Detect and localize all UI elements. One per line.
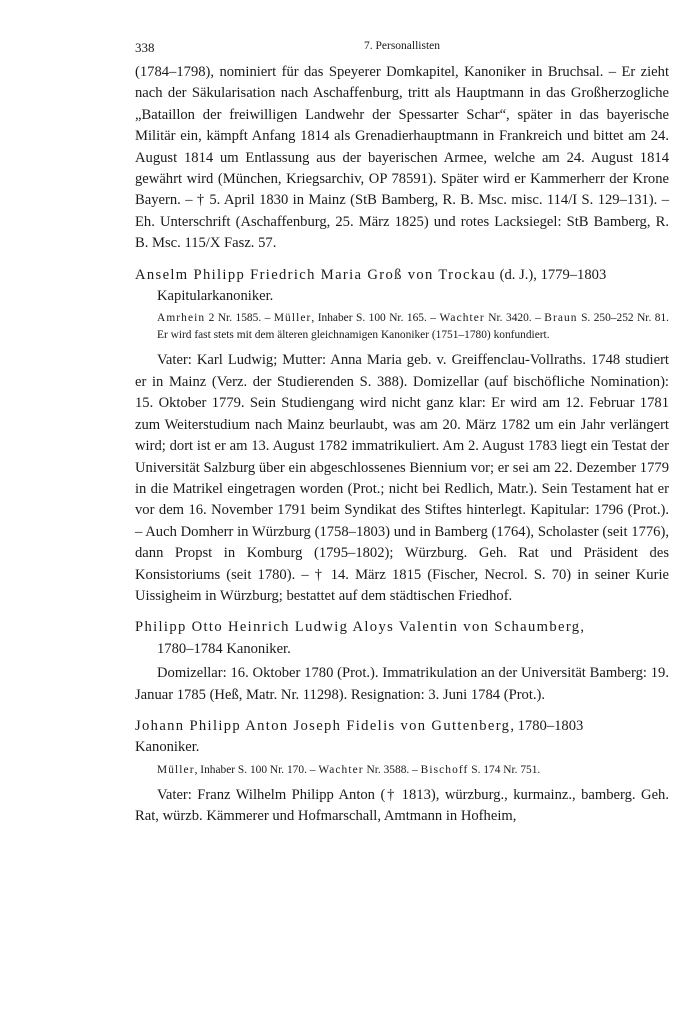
entry — [135, 265, 669, 608]
ref-author: Braun — [544, 312, 578, 325]
entry — [135, 716, 669, 828]
entry-role: Kanoniker. — [135, 739, 200, 756]
entry-name: Johann Philipp Anton Joseph Fidelis von Guttenberg — [135, 717, 511, 734]
entry-name: Philipp Otto Heinrich Ludwig Aloys Valentin von Schaumberg — [135, 619, 581, 636]
page-number: 338 — [135, 40, 155, 55]
entry-body: Vater: Franz Wilhelm Philipp Anton († 1813), würzburg., kurmainz., bamberg. Geh. Rat, würzb. Kämmerer und Hofmarschall, Amtmann in Hofheim, — [135, 786, 669, 825]
ref-text: , Inhaber S. 100 Nr. 165. – — [311, 312, 440, 325]
ref-text: S. 174 Nr. 751. — [468, 763, 541, 776]
entry-heading — [135, 617, 669, 660]
entry-heading — [135, 716, 669, 759]
book-page — [135, 40, 669, 828]
entry-role: 1780–1784 Kanoniker. — [157, 640, 291, 657]
ref-author: Müller — [273, 312, 312, 325]
ref-text: S. 250–252 Nr. 81. Er wird fast stets mit dem älteren gleichnamigen Kanoniker (1751–1780) konfundiert. — [157, 312, 670, 342]
entry-name: Anselm Philipp Friedrich Maria Groß von Trockau — [135, 266, 496, 283]
ref-author: Müller — [157, 763, 195, 776]
ref-author: Amrhein — [157, 312, 206, 325]
ref-text: Nr. 3420. – — [484, 312, 545, 325]
running-head — [135, 40, 669, 62]
ref-text: , Inhaber S. 100 Nr. 170. – — [194, 763, 319, 776]
entry — [135, 617, 669, 706]
running-title: 7. Personallisten — [363, 40, 441, 52]
entry-suffix: , 1780–1803 — [510, 717, 584, 734]
entry-body: Domizellar: 16. Oktober 1780 (Prot.). Immatrikulation an der Universität Bamberg: 19. Januar 1785 (Heß, Matr. Nr. 11298). Resignation: 3. Juni 1784 (Prot.). — [135, 665, 669, 703]
entry-role: Kapitularkanoniker. — [157, 288, 274, 305]
entry-references — [157, 762, 669, 779]
ref-author: Wachter — [318, 763, 364, 776]
entry-suffix: (d. J.), 1779–1803 — [495, 266, 607, 283]
ref-text: 2 Nr. 1585. – — [205, 312, 274, 325]
ref-author: Bischoff — [420, 763, 469, 776]
intro-paragraph: (1784–1798), nominiert für das Speyerer Domkapitel, Kanoniker in Bruchsal. – Er zieht nach der Säkularisation nach Aschaffenburg, tritt als Hauptmann in das Großherzogliche „Bataillon der freiwilligen Landwehr der Spessarter Schar“, später in das bayerische Militär ein, kämpft Anfang 1814 als Grenadierhauptmann in Frankreich und bittet am 24. August 1814 um Entlassung aus der bayerischen Armee, welche am 24. August 1814 gewährt wird (München, Kriegsarchiv, OP 78591). Später wird er Kammerherr der Krone Bayern. – † 5. April 1830 in Mainz (StB Bamberg, R. B. Msc. misc. 114/I S. 129–131). – Eh. Unterschrift (Aschaffenburg, 25. März 1825) und rotes Lacksiegel: StB Bamberg, R. B. Msc. 115/X Fasz. 57. — [135, 64, 669, 252]
entry-heading — [135, 265, 669, 308]
ref-text: Nr. 3588. – — [363, 763, 421, 776]
entry-references — [157, 310, 669, 344]
entry-body: Vater: Karl Ludwig; Mutter: Anna Maria geb. v. Greiffenclau-Vollraths. 1748 studiert er in Mainz (Verz. der Studierenden S. 388). Domizellar (auf bischöfliche Nomination): 15. Oktober 1779. Sein Studiengang wird nicht ganz klar: Er wird am 12. Februar 1781 zum Weiterstudium nach Mainz beurlaubt, was am 20. März 1782 um ein Jahr verlängert wird; dort ist er am 13. August 1782 immatrikuliert. Am 2. August 1783 liegt ein Testat der Universität Salzburg über ein abgeschlossenes Biennium vor; er sei am 22. Dezember 1779 in die Matrikel eingetragen worden (Prot.; nicht bei Redlich, Matr.). Sein Testament hat er vor dem 16. November 1791 beim Syndikat des Stiftes hinterlegt. Kapitular: 1796 (Prot.). – Auch Domherr in Würzburg (1758–1803) und in Bamberg (1764), Scholaster (seit 1776), dann Propst in Komburg (1795–1802); Würzburg. Geh. Rat und Präsident des Konsistoriums (seit 1780). – † 14. März 1815 (Fischer, Necrol. S. 70) in seiner Kurie Uissigheim in Würzburg; bestattet auf dem städtischen Friedhof. — [135, 352, 669, 604]
entry-suffix: , — [580, 619, 585, 636]
ref-author: Wachter — [439, 312, 485, 325]
